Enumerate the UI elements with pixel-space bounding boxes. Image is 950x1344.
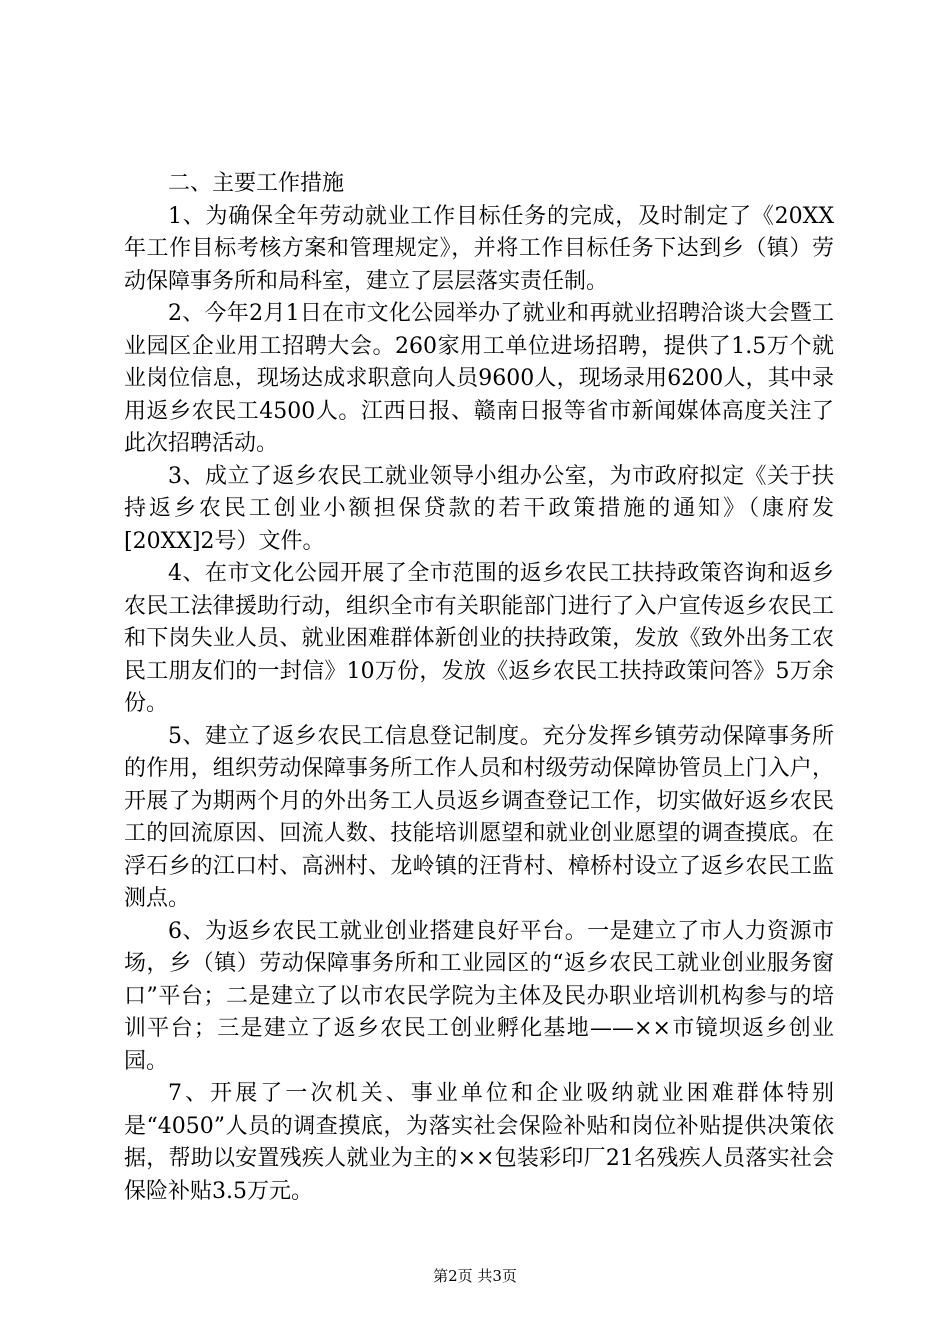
paragraph-7: 7、开展了一次机关、事业单位和企业吸纳就业困难群体特别是“4050”人员的调查摸底，为落实社会保险补贴和岗位补贴提供决策依据，帮助以安置残疾人就业为主的××包装彩印厂21名残疾人员落实社会保险补贴3.5万元。 xyxy=(124,1081,834,1204)
paragraph-6: 6、为返乡农民工就业创业搭建良好平台。一是建立了市人力资源市场，乡（镇）劳动保障事务所和工业园区的“返乡农民工就业创业服务窗口”平台；二是建立了以市农民学院为主体及民办职业培训机构参与的培训平台；三是建立了返乡农民工创业孵化基地——××市镜坝返乡创业园。 xyxy=(124,918,834,1074)
document-body xyxy=(124,168,834,1208)
paragraph-3: 3、成立了返乡农民工就业领导小组办公室，为市政府拟定《关于扶持返乡农民工创业小额担保贷款的若干政策措施的通知》（康府发[20XX]2号）文件。 xyxy=(124,463,834,554)
paragraph-1: 1、为确保全年劳动就业工作目标任务的完成，及时制定了《20XX年工作目标考核方案和管理规定》，并将工作目标任务下达到乡（镇）劳动保障事务所和局科室，建立了层层落实责任制。 xyxy=(124,203,834,294)
paragraph-5: 5、建立了返乡农民工信息登记制度。充分发挥乡镇劳动保障事务所的作用，组织劳动保障事务所工作人员和村级劳动保障协管员上门入户，开展了为期两个月的外出务工人员返乡调查登记工作，切实做好返乡农民工的回流原因、回流人数、技能培训愿望和就业创业愿望的调查摸底。在浮石乡的江口村、高洲村、龙岭镇的汪背村、樟桥村设立了返乡农民工监测点。 xyxy=(124,723,834,911)
paragraph-2: 2、今年2月1日在市文化公园举办了就业和再就业招聘洽谈大会暨工业园区企业用工招聘大会。260家用工单位进场招聘，提供了1.5万个就业岗位信息，现场达成求职意向人员9600人，现场录用6200人，其中录用返乡农民工4500人。江西日报、赣南日报等省市新闻媒体高度关注了此次招聘活动。 xyxy=(124,301,834,456)
section-heading: 二、主要工作措施 xyxy=(168,171,345,196)
paragraph-4: 4、在市文化公园开展了全市范围的返乡农民工扶持政策咨询和返乡农民工法律援助行动，组织全市有关职能部门进行了入户宣传返乡农民工和下岗失业人员、就业困难群体新创业的扶持政策，发放《致外出务工农民工朋友们的一封信》10万份，发放《返乡农民工扶持政策问答》5万余份。 xyxy=(124,561,834,716)
page-number-footer: 第2页 共3页 xyxy=(433,1267,517,1285)
